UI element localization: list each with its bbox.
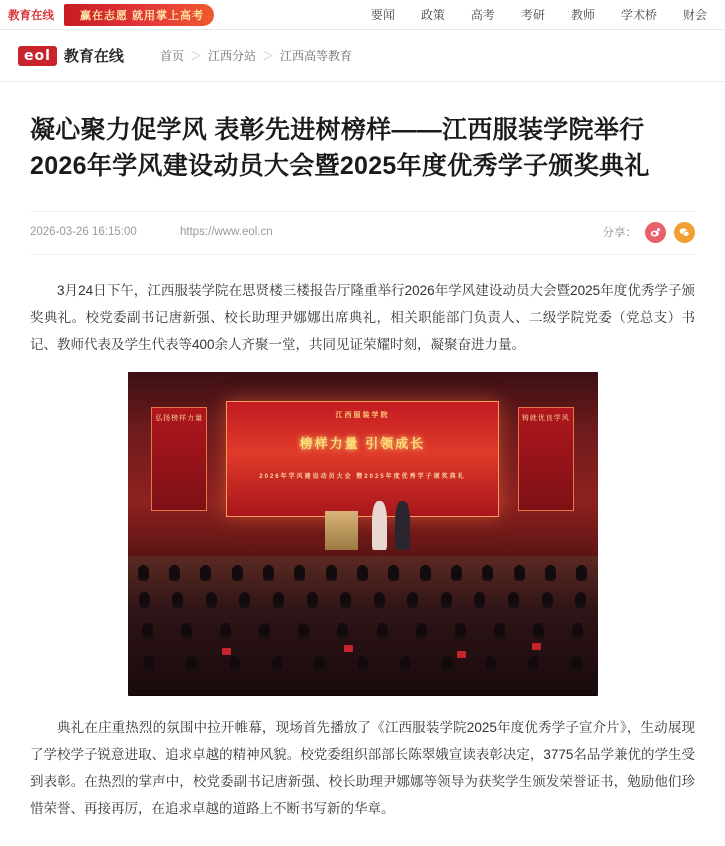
breadcrumb-separator: ＞ — [261, 49, 274, 63]
top-bar-left — [0, 4, 214, 26]
site-top-bar — [0, 0, 725, 30]
photo-podium — [325, 511, 358, 550]
gaokao-promo-banner[interactable]: 赢在志愿 就用掌上高考 — [64, 4, 214, 26]
nav-item-academic-bridge[interactable]: 学术桥 — [620, 8, 657, 22]
nav-item-finance[interactable]: 财会 — [682, 8, 707, 22]
nav-item-gaokao[interactable]: 高考 — [470, 8, 495, 22]
article-figure — [30, 372, 695, 696]
weibo-icon[interactable] — [645, 222, 666, 243]
nav-item-kaoyan[interactable]: 考研 — [520, 8, 545, 22]
article-bottom-spacer — [30, 834, 695, 846]
article-paragraph-2: 典礼在庄重热烈的氛围中拉开帷幕，现场首先播放了《江西服装学院2025年度优秀学子宣介片》，生动展现了学校学子锐意进取、追求卓越的精神风貌。校党委组织部部长陈翠娥宣读表彰决定，3775名品学兼优的学生受到表彰。在热烈的掌声中，校党委副书记唐新强、校长助理尹娜娜等领导为获奖学生颁发荣誉证书，勉励他们珍惜荣誉、再接再厉，在追求卓越的道路上不断书写新的华章。 — [30, 719, 695, 816]
article-body-wrapper — [0, 112, 725, 846]
photo-right-banner: 铸就优良学风 — [518, 407, 574, 511]
site-logo-text: 教育在线 — [63, 48, 124, 65]
photo-screen-line-2: 榜样力量 引领成长 — [299, 436, 426, 452]
top-bar-brand[interactable]: 教育在线 — [8, 9, 54, 22]
top-bar-nav — [371, 6, 725, 23]
nav-item-teacher[interactable]: 教师 — [570, 8, 595, 22]
article-meta — [30, 211, 695, 255]
photo-audience-floor — [128, 556, 598, 695]
breadcrumb-item-home[interactable]: 首页 — [159, 49, 184, 63]
article-source-url: https://www.eol.cn — [180, 226, 273, 238]
article-page — [0, 30, 725, 846]
breadcrumb-item-jiangxi[interactable]: 江西分站 — [207, 49, 256, 63]
photo-screen-line-1: 江西服装学院 — [335, 411, 390, 419]
breadcrumb — [160, 47, 352, 64]
conference-hall-photo — [128, 372, 598, 696]
wechat-icon[interactable] — [674, 222, 695, 243]
photo-speaker-a — [372, 501, 387, 550]
nav-item-policy[interactable]: 政策 — [420, 8, 445, 22]
photo-left-banner: 弘扬榜样力量 — [151, 407, 207, 511]
photo-led-screen — [226, 401, 499, 518]
nav-item-news[interactable]: 要闻 — [370, 8, 395, 22]
site-header — [0, 30, 725, 82]
eol-logo-mark: eol — [18, 46, 57, 66]
share-label: 分享： — [602, 227, 637, 239]
breadcrumb-separator: ＞ — [189, 49, 202, 63]
photo-screen-line-3: 2026年学风建设动员大会 暨2025年度优秀学子颁奖典礼 — [259, 473, 466, 480]
share-group — [603, 222, 696, 243]
publish-date: 2026-03-26 16:15:00 — [30, 226, 137, 238]
article-content — [30, 255, 695, 846]
page-title: 凝心聚力促学风 表彰先进树榜样——江西服装学院举行2026年学风建设动员大会暨2025年度优秀学子颁奖典礼 — [30, 116, 650, 181]
photo-speaker-b — [395, 501, 410, 550]
site-logo[interactable] — [18, 45, 124, 66]
article-paragraph-1: 3月24日下午，江西服装学院在思贤楼三楼报告厅隆重举行2026年学风建设动员大会暨2025年度优秀学子颁奖典礼。校党委副书记唐新强、校长助理尹娜娜出席典礼，相关职能部门负责人、二级学院党委（党总支）书记、教师代表及学生代表等400余人齐聚一堂，共同见证荣耀时刻，凝聚奋进力量。 — [30, 282, 695, 352]
breadcrumb-item-jiangxi-higher-ed[interactable]: 江西高等教育 — [280, 49, 353, 63]
